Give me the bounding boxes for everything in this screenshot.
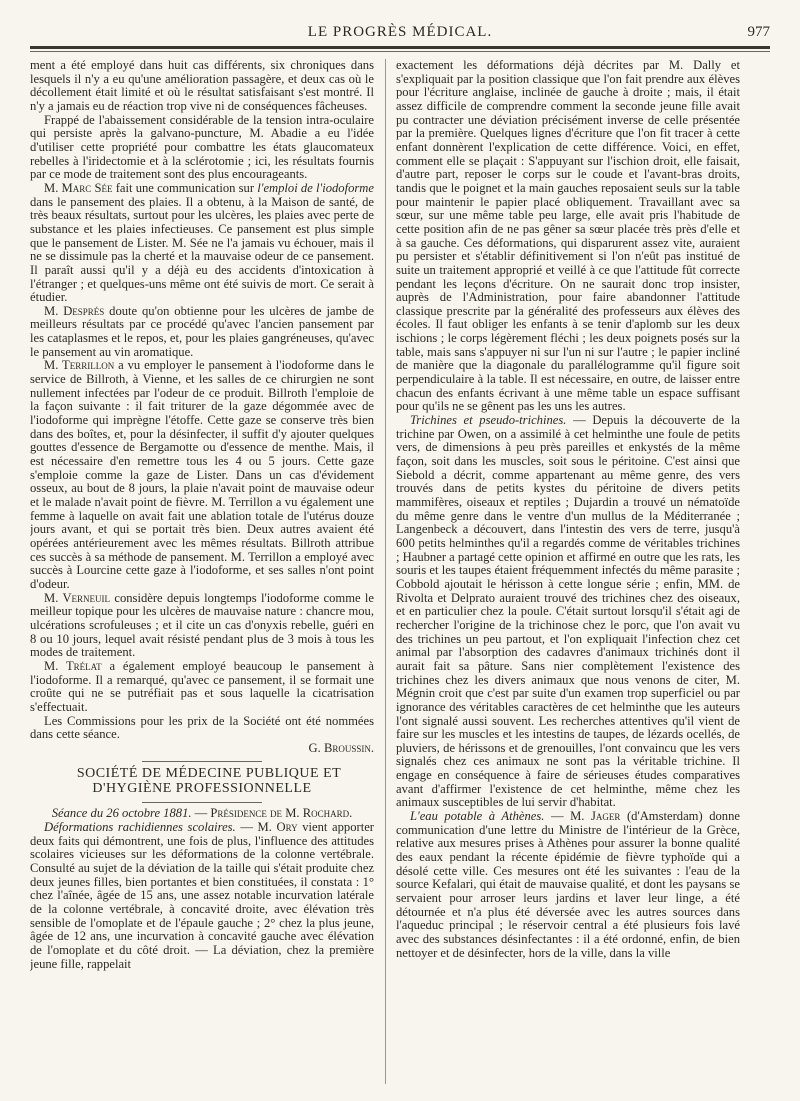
topic-title: l'emploi de l'iodoforme [257,180,374,195]
paragraph-text: — Depuis la découverte de la trichine par Owen, on a assimilé à cet helminthe une foule de petits vers, de dimensions à peu près pareilles et enkystés de la même façon, soit dans les muscles, soit sous le péritoine. C'est ainsi que Siebold a décrit, comme appartenant au même genre, des vers trouvés dans de petits kystes du péritoine de divers petits mammifères, oiseaux et reptiles ; Dujardin a trouvé un nématoïde du même genre dans le ventre d'un mullus de la Méditerranée ; Langenbeck a découvert, dans l'intestin des vers de terre, jusqu'à 600 petits helminthes qu'il a regardés comme de véritables trichines ; Haubner a partagé cette opinion et affirmé en outre que les rats, les souris et les taupes étaient fréquemment infectés du même parasite ; Cobbold ajoutait le hérisson à cette longue série ; enfin, MM. de Rivolta et Delprato auraient trouvé des trichines chez des oiseaux, et en particulier chez la poule. C'était surtout lorsqu'il s'était agi de rechercher l'origine de la trichinose chez le porc, que l'on avait vu des trichines un peu partout, et l'on expliquait l'infection chez cet animal par l'absorption des cadavres d'animaux trichinés dont il aurait fait sa pâture. Sans nier complètement l'existence des trichines chez les divers animaux que nous venons de citer, M. Mégnin croit que c'est par suite d'un examen trop superficiel ou par ignorance des véritables caractères de cet helminthe que les auteurs l'ont signalé aussi souvent. Les recherches attentives qu'il vient de faire sur les muscles et les intestins de taupes, de lézards ocellés, de pluviers, de hérissons et de grenouilles, l'ont convaincu que les vers signalés chez ces animaux ne sont pas la véritable trichine. Il engage en conséquence à faire de sérieuses études comparatives avant d'affirmer l'existence de cet helminthe, même chez les animaux susceptibles de lui servir d'habitat. [396,413,740,810]
header-rule-thin [30,51,770,52]
session-president: — Présidence de M. Rochard. [191,806,353,821]
speaker-name: M. Verneuil [44,590,111,605]
paragraph-text: a vu employer le pansement à l'iodoforme dans le service de Billroth, à Vienne, et les salles de ce chirurgien ne sont nullement infectées par l'odeur de ce produit. Billroth l'emploie de la façon suivante : il fait triturer de la gaze dégommée avec de l'iodoforme qui imprègne l'étoffe. Cette gaze se conserve très bien dans des boîtes, et, pour la désinfecter, il suffit d'y ajouter quelques gouttes d'essence de Bergamotte ou d'essence de menthe. Mais, il est nécessaire d'en remettre tous les 4 ou 5 jours. Cette gaze s'emploie comme la gaze de Lister. Dans un cas d'évidement osseux, au bout de 8 jours, la plaie n'avait point de mauvaise odeur et le malade n'avait point de fièvre. M. Terrillon a vu également une femme à laquelle on avait fait une ablation totale de l'utérus douze jours avant, et qui se portait très bien. Deux autres avaient été opérées antérieurement avec les mêmes résultats. Billroth attribue ces succès à sa méthode de pansement. M. Terrillon a employé avec succès à Lourcine cette gaze à l'iodoforme, et ses salles n'ont point d'odeur. [30,358,374,591]
paragraph-text: dans le pansement des plaies. Il a obtenu, à la Maison de santé, de très beaux résultats, surtout pour les ulcères, les plaies avec perte de substance et les plaies infectieuses. Ce pansement est plus simple que le pansement de Lister. M. Sée ne l'a jamais vu échouer, mais il ne se dissimule pas la cherté et la mauvaise odeur de ce pansement. Il paraît aussi qu'il y a déjà eu des accidents d'intoxication à l'étranger ; et quelques-uns même ont été suivis de mort. Ce serait à étudier. [30,194,374,305]
paragraph-text: vient apporter deux faits qui démontrent, une fois de plus, l'influence des attitudes scolaires vicieuses sur les déformations de la colonne vertébrale. Consulté au sujet de la déviation de la taille qui s'était produite chez deux jeunes filles, bien portantes et bien constituées, il constata : 1° chez l'aînée, âgée de 15 ans, une assez notable incurvation latérale de la colonne vertébrale, à concavité droite, avec élévation très sensible de l'omoplate et de l'épaule gauche ; 2° chez la plus jeune, âgée de 12 ans, une incurvation à concavité gauche avec élévation de l'omoplate et du côté droit. — La déviation, chez la première jeune fille, rappelait [30,820,374,971]
paragraph-text: fait une communication sur [112,180,258,195]
session-line [30,807,374,821]
paragraph-text: considère depuis longtemps l'iodoforme comme le meilleur topique pour les ulcères de mauvaise nature : chancre mou, ulcérations scrofuleuses ; et il cite un cas d'onyxis rebelle, guéri en 8 ou 10 jours, lequel avait résisté pendant plus de 3 mois à tous les modes de traitement. [30,590,374,660]
topic-title: Trichines et pseudo-trichines. [410,413,567,428]
paragraph [396,414,740,810]
journal-title: LE PROGRÈS MÉDICAL. [307,24,493,40]
column-divider [385,59,386,1084]
paragraph [30,305,374,360]
paragraph [30,660,374,715]
paragraph [30,821,374,971]
speaker-name: M. Trélat [44,658,102,673]
paragraph [30,182,374,305]
page-number: 977 [747,24,770,40]
left-column [30,59,374,1084]
section-heading: SOCIÉTÉ DE MÉDECINE PUBLIQUE ET D'HYGIÈNE PROFESSIONNELLE [76,766,342,797]
paragraph-text: (d'Amsterdam) donne communication d'une lettre du Ministre de l'intérieur de la Grèce, relative aux mesures prises à Athènes pour assurer la bonne qualité des eaux pendant la récente épidémie de fièvre typhoïde qui a désolé cette ville. Ces mesures ont été les suivantes : l'eau de la source Kefalari, qui était de mauvaise qualité, et dont les paysans se servaient pour arroser leurs jardins et laver leur linge, a été détournée et n'a plus été déversée avec les autres sources dans l'aqueduc principal ; le réservoir central a été plusieurs fois lavé avec des substances désinfectantes : il a été ordonné, enfin, de bien nettoyer et de désinfecter, hors de la ville, dans la ville [396,809,740,960]
header-rule-thick [30,46,770,49]
section-separator [142,802,262,803]
paragraph-text: — M. [235,820,277,835]
paragraph: Frappé de l'abaissement considérable de la tension intra-oculaire qui persiste après la galvano-puncture, M. Abadie a eu l'idée d'utiliser cette propriété pour combattre les états glaucomateux rebelles à l'iridectomie et à la sclérotomie ; ici, les résultats fournis par ce mode de traitement sont des plus encourageants. [30,112,374,182]
right-column [396,59,740,1084]
signature: G. Broussin. [308,740,374,755]
speaker-name: Ory [276,820,298,835]
section-separator [142,761,262,762]
paragraph: exactement les déformations déjà décrites par M. Dally et s'expliquait par la position classique que l'on fait prendre aux élèves pour l'écriture anglaise, inclinée de gauche à droite ; mais, il était assez difficile de comprendre comment la seconde jeune fille avait pu contracter une déviation précisément inverse de celle présentée par la première. Quelques lignes d'écriture que l'on fit tracer à cette enfant donnèrent l'explication de cette différence. Voici, en effet, comment elle se plaçait : S'appuyant sur l'ischion droit, elle faisait, d'autre part, reposer le corps sur le coude et l'avant-bras droits, tandis que le poignet et la main gauches reposaient seuls sur la table pour maintenir le papier placé obliquement. Travaillant avec sa sœur, sur une même table peu large, elle avait pris l'habitude de cette position afin de ne pas gêner sa sœur placée très près d'elle et à sa gauche. Ces déformations, qui disparurent assez vite, auraient pu persister et s'établir définitivement si l'on n'eût pas institué de suite un traitement approprié et veillé à ce que l'attitude fût correcte pendant les leçons d'écriture. On ne saurait donc trop insister, auprès de l'Administration, pour faire abandonner l'attitude classique prescrite par la généralité des professeurs aux élèves des écoles. Il faut obliger les enfants à se tenir d'aplomb sur les deux ischions ; le corps légèrement fléchi ; les deux poignets posés sur la table, mais sans s'appuyer ni sur l'un ni sur l'autre ; le papier incliné de manière que la diagonale du parallélogramme qu'il figure soit perpendiculaire à la table. Il est nécessaire, en outre, de laisser entre chacun des enfants écrivant à une même table un espace suffisant pour qu'ils ne se gênent pas les uns les autres. [396,59,740,414]
topic-title: Déformations rachidiennes scolaires. [44,820,236,835]
paragraph-text: doute qu'on obtienne pour les ulcères de jambe de meilleurs résultats par ce procédé qu'avec l'ancien pansement par les cataplasmes et le repos, et, pour les plaies gangréneuses, qu'avec le pansement au vin aromatique. [30,303,374,359]
paragraph-text: — M. [544,809,591,824]
paragraph [396,810,740,960]
speaker-name: M. Marc Sée [44,180,113,195]
paragraph: Les Commissions pour les prix de la Société ont été nommées dans cette séance. [30,713,374,742]
topic-title: L'eau potable à Athènes. [410,809,545,824]
paragraph: ment a été employé dans huit cas différents, six chroniques dans lesquels il n'y a eu qu'une amélioration passagère, et deux cas où le décollement était limité et où le résultat satisfaisant s'est montré. Il n'y a jamais eu de réaction trop vive ni de conséquences fâcheuses. [30,59,374,113]
page-header [30,22,770,48]
paragraph [30,359,374,591]
paragraph-text: a également employé beaucoup le pansement à l'iodoforme. Il a remarqué, qu'avec ce pansement, il se formait une croûte qui ne se putréfiait pas et sous laquelle la cicatrisation s'effectuait. [30,658,374,714]
speaker-name: M. Després [44,303,105,318]
session-date: Séance du 26 octobre 1881. [51,806,192,821]
speaker-name: Jager [591,809,621,824]
speaker-name: M. Terrillon [44,358,115,373]
paragraph [30,592,374,660]
